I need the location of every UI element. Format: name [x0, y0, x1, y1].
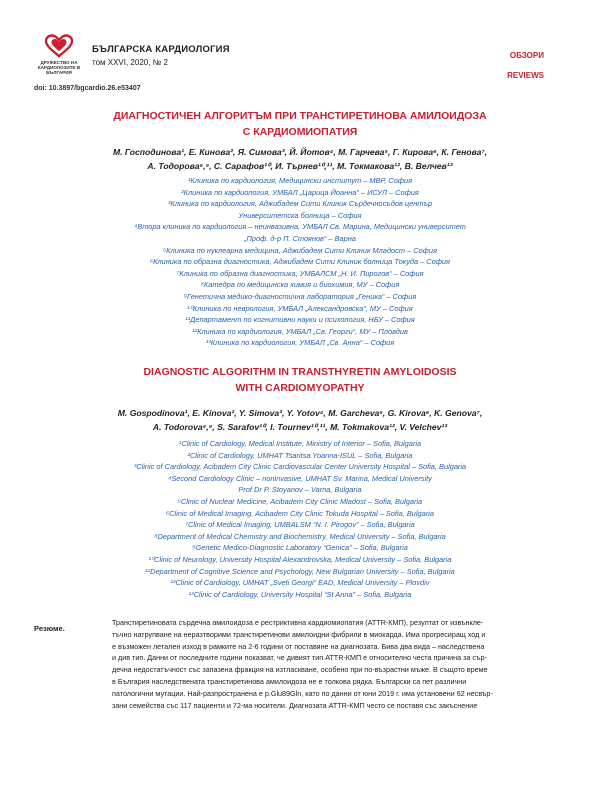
abstract-line: Транстиретиновата сърдечна амилоидоза е рестриктивна кардиомиопатия (АТТR-КМП), резултат от извънкле-: [112, 618, 484, 627]
title-line: С КАРДИОМИОПАТИЯ: [242, 126, 358, 138]
affiliations-en: [34, 438, 566, 600]
abstract-label: Резюме.: [34, 624, 65, 633]
section-label-bg: ОБЗОРИ: [509, 51, 544, 60]
journal-header: [92, 44, 230, 67]
abstract-line: тъчно натрупване на неразтворими транстиретинови амилоидни фибрили в миокарда. Има прогресиращ ход и: [112, 629, 486, 639]
author-line: М. Господинова¹, Е. Кинова², Я. Симова³, Й. Йотов⁴, М. Гарчева⁵, Г. Кирова⁶, К. Генова⁷,: [112, 147, 488, 157]
affiliation: ⁸Department of Medical Chemistry and Biochemistry, Medical University – Sofia, Bulgaria: [154, 531, 446, 541]
affiliation: ⁵Clinic of Nuclear Medicine, Acibadem City Clinic Mladost – Sofia, Bulgaria: [177, 496, 423, 506]
title-en: [34, 364, 566, 396]
journal-volume: том XXVI, 2020, № 2: [92, 58, 168, 67]
doi: doi: 10.3897/bgcardio.26.e53407: [34, 85, 141, 92]
affiliation: ³Clinic of Cardiology, Acibadem City Clinic Cardiovascular Center University Hospital – Sofia, Bulgaria: [133, 462, 467, 472]
affiliation: ⁷Клиника по образна диагностика, УМБАЛСМ „Н. И. Пирогов“ – София: [176, 268, 424, 278]
section-label-en: REVIEWS: [507, 71, 544, 80]
logo-text: ДРУЖЕСТВО НА КАРДИОЛОЗИТЕ В БЪЛГАРИЯ: [37, 60, 81, 76]
affiliation: ⁸Катедра по медицинска химия и биохимия, МУ – София: [200, 280, 400, 290]
affiliation: ²Клиника по кардиология, УМБАЛ „Царица Йоанна“ – ИСУЛ – София: [181, 187, 419, 197]
affiliation: ³Клиника по кардиология, Аджибадем Сити Клиник Сърдечносъдов център: [167, 199, 433, 209]
affiliation: ⁹Генетична медико-диагностична лаборатория „Геника“ – София: [183, 291, 417, 301]
affiliation: ¹³Клиника по кардиология, УМБАЛ „Св. Анна“ – София: [205, 338, 395, 348]
affiliation: ⁷Clinic of Medical Imaging, UMBALSM “N. I. Pirogov” – Sofia, Bulgaria: [185, 520, 415, 530]
affiliation: ¹Clinic of Cardiology, Medical Institute, Ministry of Interior – Sofia, Bulgaria: [178, 439, 422, 448]
society-logo: [34, 34, 84, 76]
abstract-line: зани семейства със 117 пациенти и 72-ма носители. Диагнозата АТТR-КМП често се поставя със закъснение: [112, 700, 478, 710]
affiliation: Университетска болница – София: [238, 210, 362, 220]
author-line: А. Тодорова⁸,⁹, С. Сарафов¹⁰, И. Търнев¹⁰,¹¹, М. Токмакова¹², В. Велчев¹³: [147, 161, 453, 171]
affiliation: ¹²Clinic of Cardiology, UMHAT „Sveti Georgi“ EAD, Medical University – Plovdiv: [170, 578, 430, 588]
authors-en: [34, 406, 566, 434]
abstract-text: [112, 617, 536, 711]
author-line: A. Todorova⁸,⁹, S. Sarafov¹⁰, I. Tournev¹⁰,¹¹, M. Tokmakova¹², V. Velchev¹³: [152, 422, 448, 432]
affiliation: Prof Dr P. Stoyanov – Varna, Bulgaria: [238, 485, 362, 495]
affiliation: ⁹Genetic Medico-Diagnostic Laboratory “Genica” – Sofia, Bulgaria: [192, 543, 408, 553]
abstract-line: е възможен летален изход в рамките на 2-6 години от поставяне на диагнозата. Бива два вида – наследствена: [112, 641, 485, 651]
title-line: WITH CARDIOMYOPATHY: [235, 382, 365, 394]
affiliation: „Проф. д-р П. Стоянов“ – Варна: [244, 233, 356, 243]
authors-bg: [34, 145, 566, 173]
title-line: ДИАГНОСТИЧЕН АЛГОРИТЪМ ПРИ ТРАНСТИРЕТИНОВА АМИЛОИДОЗА: [113, 110, 487, 122]
affiliation: ⁶Clinic of Medical Imaging, Acibadem City Clinic Tokuda Hospital – Sofia, Bulgaria: [166, 508, 434, 518]
author-line: M. Gospodinova¹, E. Kinova², Y. Simova³, Y. Yotov⁴, M. Garcheva⁵, G. Kirova⁶, K. Genova⁷,: [117, 408, 483, 418]
section-label: [507, 46, 544, 86]
affiliation: ⁴Second Cardiology Clinic – noninvasive, UMHAT Sv. Marina, Medical University: [168, 473, 432, 483]
affiliation: ⁵Клиника по нуклеарна медицина, Аджибадем Сити Клиник Младост – София: [163, 245, 437, 255]
abstract-line: в България наследствената транстиретинова амилоидоза не е толкова рядка. Български са пет различни: [112, 676, 467, 686]
affiliation: ¹¹Department of Cognitive Science and Psychology, New Bulgarian University – Sofia, Bulgaria: [145, 566, 455, 576]
affiliations-bg: [34, 175, 566, 349]
affiliation: ¹³Clinic of Cardiology, University Hospital “St Anna” – Sofia, Bulgaria: [188, 589, 412, 599]
affiliation: ¹¹Департамент по когнитивни науки и психология, НБУ – София: [185, 315, 415, 325]
title-line: DIAGNOSTIC ALGORITHM IN TRANSTHYRETIN AMYLOIDOSIS: [143, 366, 457, 378]
abstract-line: патологични мутации. Най-разпространена е p.Glu89Gln, като по данни от юни 2019 г. има установени 62 несвър-: [112, 688, 493, 698]
affiliation: ¹Клиника по кардиология, Медицински институт – МВР, София: [187, 176, 413, 185]
heart-logo-icon: [44, 34, 74, 58]
affiliation: ⁶Клиника по образна диагностика, Аджибадем Сити Клиник болница Токуда – София: [150, 257, 450, 267]
affiliation: ⁴Втора клиника по кардиология – неинвазивна, УМБАЛ Св. Марина, Медицински университет: [134, 222, 466, 232]
affiliation: ¹⁰Клиника по неврология, УМБАЛ „Александровска“, МУ – София: [187, 303, 413, 313]
affiliation: ¹⁰Clinic of Neurology, University Hospital Alexandrovska, Medical University – Sofia, Bulgaria: [148, 554, 452, 564]
abstract-line: и див тип. Данни от последните години показват, че дивият тип АТТR-КМП е относително честа причина за сър-: [112, 653, 487, 663]
affiliation: ¹²Клиника по кардиология, УМБАЛ „Св. Георги“, МУ – Пловдив: [192, 326, 408, 336]
title-bg: [34, 108, 566, 140]
journal-name: БЪЛГАРСКА КАРДИОЛОГИЯ: [92, 44, 230, 55]
abstract-line: дечна недостатъчност със запазена фракция на изтласкване, особено при по-възрастни мъже. В същото време: [112, 665, 488, 675]
affiliation: ²Clinic of Cardiology, UMHAT Tsaritsa Yoanna-ISUL – Sofia, Bulgaria: [187, 450, 413, 460]
